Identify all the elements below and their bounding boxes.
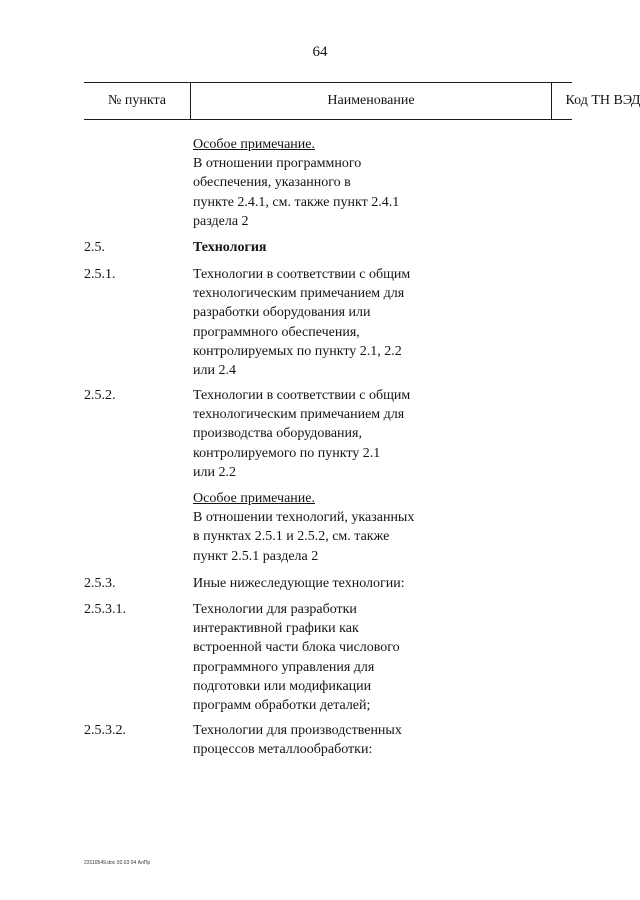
item-line: программ обработки деталей; [193, 698, 371, 714]
note-line: в пунктах 2.5.1 и 2.5.2, см. также [193, 529, 390, 545]
item-line: подготовки или модификации [193, 678, 372, 694]
special-note-2-5 [193, 489, 483, 566]
item-line: контролируемых по пункту 2.1, 2.2 [193, 343, 402, 359]
item-line: Технологии для разработки [193, 602, 357, 617]
item-line: разработки оборудования или [193, 305, 371, 321]
section-heading-technology: Технология [193, 240, 267, 255]
note-line: пункт 2.5.1 раздела 2 [193, 548, 319, 564]
item-number-2-5-3-2: 2.5.3.2. [84, 723, 126, 738]
item-line: Технологии в соответствии с общим [193, 388, 411, 403]
item-number-2-5-3-1: 2.5.3.1. [84, 602, 126, 617]
item-text-2-5-1 [193, 265, 483, 380]
item-number-2-5-1: 2.5.1. [84, 267, 116, 282]
item-line: контролируемого по пункту 2.1 [193, 445, 381, 461]
item-line: Технологии для производственных [193, 723, 402, 738]
column-header-number: № пункта [108, 93, 166, 108]
item-line: интерактивной графики как [193, 621, 359, 637]
item-line: Иные нижеследующие технологии: [193, 576, 405, 591]
document-footer: 23110549.doc 02.03 04 АлПр [84, 860, 151, 866]
column-header-name: Наименование [190, 83, 552, 119]
note-line: раздела 2 [193, 213, 249, 229]
item-line: программного обеспечения, [193, 324, 360, 340]
item-number-2-5-2: 2.5.2. [84, 388, 116, 403]
page-number: 64 [312, 44, 328, 60]
table-header [84, 82, 640, 120]
special-note-2-4 [193, 135, 483, 231]
item-text-2-5-3 [193, 574, 483, 593]
item-line: встроенной части блока числового [193, 640, 400, 656]
note-line: В отношении программного [193, 156, 362, 172]
note-heading: Особое примечание. [193, 491, 315, 506]
item-text-2-5-3-2 [193, 721, 483, 759]
item-text-2-5-2 [193, 386, 483, 482]
item-line: технологическим примечанием для [193, 407, 405, 423]
item-number-2-5: 2.5. [84, 240, 105, 255]
item-line: программного управления для [193, 659, 375, 675]
note-heading: Особое примечание. [193, 137, 315, 152]
column-header-code: Код ТН ВЭД [565, 93, 640, 108]
item-line: процессов металлообработки: [193, 742, 373, 758]
item-line: производства оборудования, [193, 426, 362, 442]
item-line: или 2.2 [193, 464, 236, 480]
note-line: пункте 2.4.1, см. также пункт 2.4.1 [193, 194, 400, 210]
item-line: Технологии в соответствии с общим [193, 267, 411, 282]
item-line: или 2.4 [193, 363, 236, 379]
note-line: обеспечения, указанного в [193, 175, 351, 191]
note-line: В отношении технологий, указанных [193, 510, 415, 526]
item-line: технологическим примечанием для [193, 286, 405, 302]
item-number-2-5-3: 2.5.3. [84, 576, 116, 591]
item-text-2-5-3-1 [193, 600, 483, 715]
